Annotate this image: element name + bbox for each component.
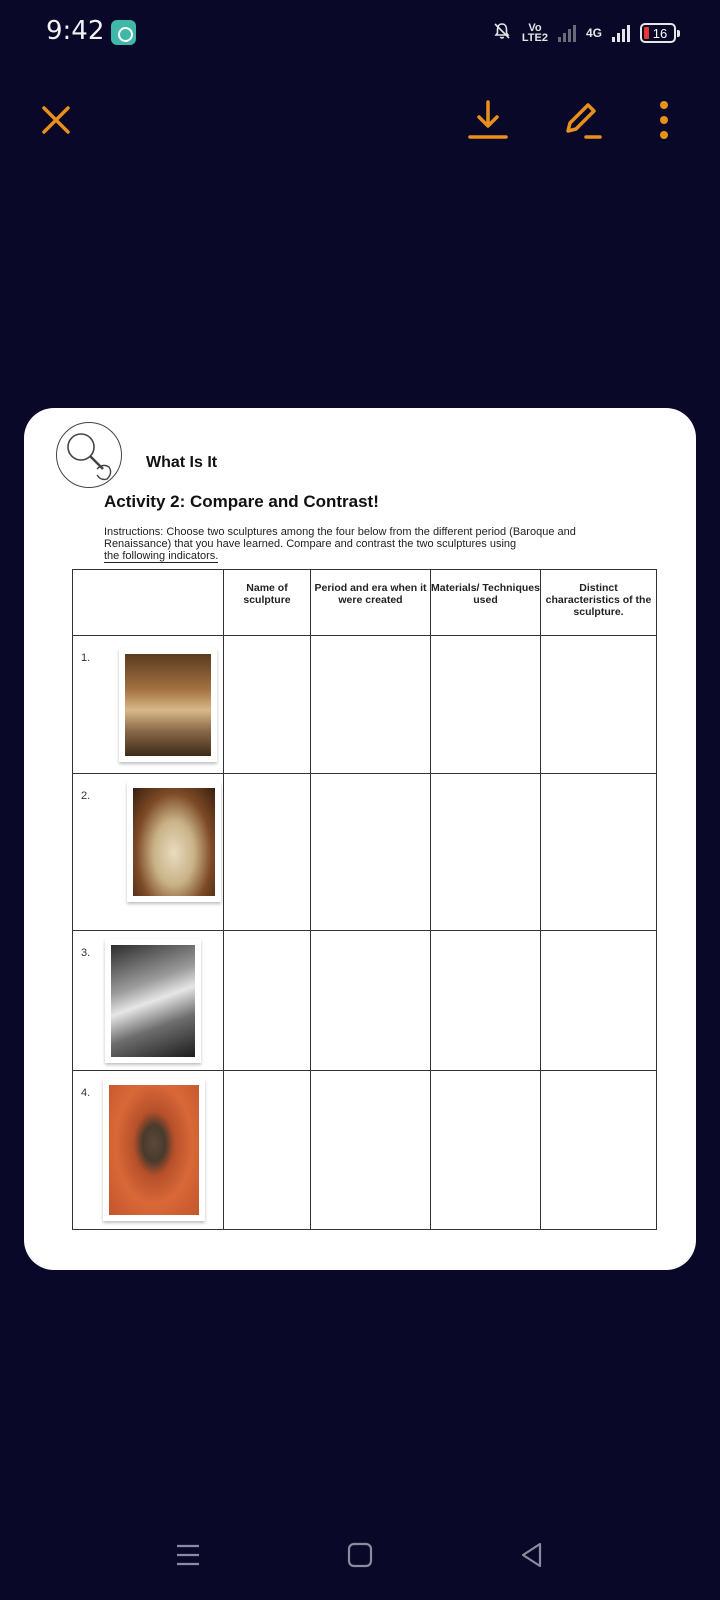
sculpture-image-3 [105, 939, 201, 1063]
table-row [73, 1071, 657, 1230]
table-cell [431, 636, 541, 774]
signal-sim1-icon [558, 24, 576, 42]
battery-level: 16 [652, 25, 668, 41]
status-bar [0, 0, 720, 64]
table-cell [224, 636, 311, 774]
comparison-table [72, 569, 657, 1230]
back-icon [518, 1541, 546, 1569]
signal-sim2-icon [612, 24, 630, 42]
table-cell [311, 931, 431, 1071]
section-heading: What Is It [146, 454, 218, 471]
download-icon [467, 99, 509, 141]
recent-apps-button[interactable] [158, 1530, 218, 1580]
column-header [73, 570, 224, 636]
row-number: 4. [81, 1087, 91, 1099]
sculpture-image-2 [127, 782, 221, 902]
table-header-row [73, 570, 657, 636]
row-number: 3. [81, 947, 91, 959]
more-vertical-icon [654, 99, 674, 141]
table-cell [224, 1071, 311, 1230]
magnifier-hand-icon [56, 422, 122, 488]
back-button[interactable] [502, 1530, 562, 1580]
status-icons [492, 20, 676, 46]
table-row [73, 774, 657, 931]
activity-title: Activity 2: Compare and Contrast! [104, 492, 379, 511]
edit-icon [562, 99, 604, 141]
row-label-cell [73, 931, 224, 1071]
network-type: 4G [585, 26, 602, 40]
viewer-toolbar [0, 90, 720, 150]
close-icon [38, 102, 74, 138]
table-cell [541, 636, 657, 774]
download-button[interactable] [458, 90, 518, 150]
battery-icon [640, 23, 676, 43]
edit-button[interactable] [553, 90, 613, 150]
sculpture-image-1 [119, 648, 217, 762]
column-header: Period and era when it were created [311, 570, 431, 636]
column-header: Distinct characteristics of the sculpture. [541, 570, 657, 636]
app-notification-icon [111, 20, 136, 45]
table-cell [311, 774, 431, 931]
row-number: 1. [81, 652, 91, 664]
row-label-cell [73, 774, 224, 931]
table-cell [431, 931, 541, 1071]
table-row [73, 636, 657, 774]
more-options-button[interactable] [634, 90, 694, 150]
table-cell [224, 931, 311, 1071]
table-cell [541, 931, 657, 1071]
column-header: Name of sculpture [224, 570, 311, 636]
instructions-text: Instructions: Choose two sculptures among the four below from the different period (Baroque and Renaissance) that you have learned. Compare and contrast the two sculptures using the following indicators. [104, 526, 576, 562]
volte-indicator: Vo LTE2 [521, 22, 548, 44]
home-icon [346, 1541, 374, 1569]
column-header: Materials/ Techniques used [431, 570, 541, 636]
close-button[interactable] [26, 90, 86, 150]
table-cell [541, 774, 657, 931]
clock: 9:42 [46, 16, 105, 46]
mute-bell-icon [492, 21, 512, 45]
table-cell [311, 636, 431, 774]
table-row [73, 931, 657, 1071]
row-label-cell [73, 1071, 224, 1230]
table-cell [224, 774, 311, 931]
home-button[interactable] [330, 1530, 390, 1580]
sculpture-image-4 [103, 1079, 205, 1221]
table-cell [311, 1071, 431, 1230]
row-label-cell [73, 636, 224, 774]
table-cell [541, 1071, 657, 1230]
row-number: 2. [81, 790, 91, 802]
navigation-bar [0, 1530, 720, 1580]
document-preview[interactable] [24, 408, 696, 1270]
recent-apps-icon [174, 1541, 202, 1569]
table-cell [431, 774, 541, 931]
table-cell [431, 1071, 541, 1230]
